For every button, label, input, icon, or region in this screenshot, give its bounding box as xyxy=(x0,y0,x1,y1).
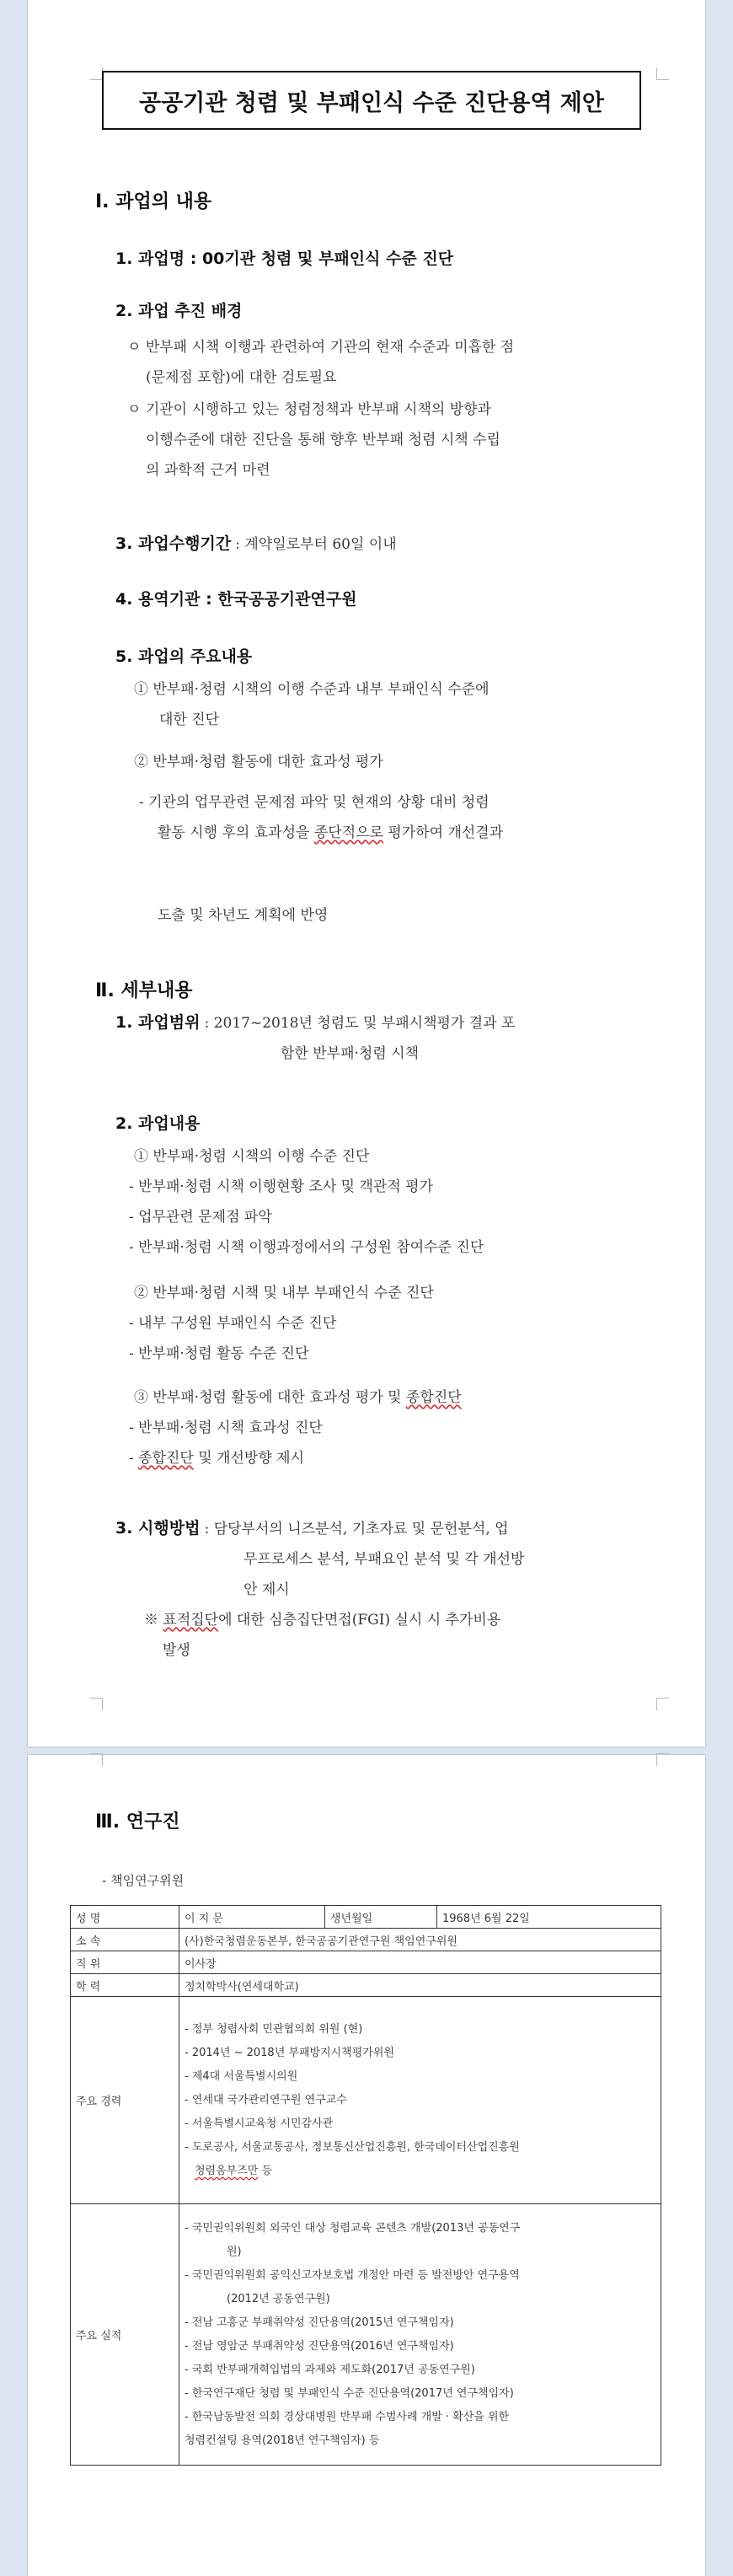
birth-label: 생년월일 xyxy=(325,1906,437,1929)
section-3-heading: Ⅲ. 연구진 xyxy=(95,1811,180,1833)
list-item: - 한국연구재단 청렴 및 부패인식 수준 진단용역(2017년 연구책임자) xyxy=(185,2386,514,2400)
list-item: - 제4대 서울특별시의원 xyxy=(185,2069,298,2083)
content-group-2: ② 반부패·청렴 시책 및 내부 부패인식 수준 진단 - 내부 구성원 부패인식 수준 진단 - 반부패·청렴 활동 수준 진단 xyxy=(129,1285,434,1362)
section-1-heading: Ⅰ. 과업의 내용 xyxy=(95,191,212,212)
researcher-table xyxy=(70,1905,661,2466)
page-corner-mark xyxy=(90,1753,103,1766)
list-item: - 국민권익위원회 외국인 대상 청렴교육 콘텐츠 개발(2013년 공동연구 원) xyxy=(185,2221,521,2258)
degree-value: 정치학박사(연세대학교) xyxy=(179,1974,661,1997)
position-label: 직 위 xyxy=(71,1951,179,1974)
position-value: 이사장 xyxy=(179,1951,661,1974)
list-item: - 전남 영암군 부패취약성 진단용역(2016년 연구책임자) xyxy=(185,2339,454,2353)
researcher-subheading: - 책임연구위원 xyxy=(102,1873,185,1888)
task-name: 1. 과업명 : 00기관 청렴 및 부패인식 수준 진단 xyxy=(115,250,454,268)
document-title: 공공기관 청렴 및 부패인식 수준 진단용역 제안 xyxy=(102,71,641,130)
name-label: 성 명 xyxy=(71,1906,179,1929)
method-continued: 무프로세스 분석, 부패요인 분석 및 각 개선방 안 제시 xyxy=(243,1551,525,1598)
page-corner-mark xyxy=(90,67,103,80)
document-page-1 xyxy=(28,0,705,1747)
method-note: ※ 표적집단에 대한 심층집단면접(FGI) 실시 시 추가비용 발생 xyxy=(144,1612,501,1659)
main-content-heading: 5. 과업의 주요내용 xyxy=(115,647,253,666)
list-item: - 서울특별시교육청 시민감사관 xyxy=(185,2117,334,2130)
list-item: - 연세대 국가관리연구원 연구교수 xyxy=(185,2093,347,2106)
table-row xyxy=(71,1906,661,1929)
affiliation-value: (사)한국청렴운동본부, 한국공공기관연구원 책임연구위원 xyxy=(179,1929,661,1951)
performance-list xyxy=(179,2204,661,2466)
content-point-3-continued: 도출 및 차년도 계획에 반영 xyxy=(158,907,329,924)
table-row xyxy=(71,1951,661,1974)
career-list xyxy=(179,1997,661,2204)
career-label: 주요 경력 xyxy=(71,1997,179,2204)
performance-label: 주요 실적 xyxy=(71,2204,179,2466)
table-row xyxy=(71,1974,661,1997)
list-item: - 정부 청렴사회 민관협의회 위원 (현) xyxy=(185,2022,363,2036)
list-item: - 전남 고흥군 부패취약성 진단용역(2015년 연구책임자) xyxy=(185,2316,454,2329)
page-corner-mark xyxy=(656,67,669,80)
list-item: - 2014년 ~ 2018년 부패방지시책평가위원 xyxy=(185,2046,394,2059)
table-row xyxy=(71,1929,661,1951)
contractor: 4. 용역기관 : 한국공공기관연구원 xyxy=(115,590,357,609)
background-heading: 2. 과업 추진 배경 xyxy=(115,302,243,320)
birth-value: 1968년 6월 22일 xyxy=(437,1906,661,1929)
page-corner-mark xyxy=(656,1753,669,1766)
content-point-2: ② 반부패·청렴 활동에 대한 효과성 평가 xyxy=(134,754,383,770)
task-scope: 1. 과업범위 : 2017~2018년 청렴도 및 부패시책평가 결과 포 xyxy=(115,1013,516,1032)
page-corner-mark xyxy=(90,1698,103,1710)
background-point-2: ㅇ 기관이 시행하고 있는 청렴정책과 반부패 시책의 방향과 이행수준에 대한 진단을 통해 향후 반부패 청렴 시책 수립 의 과학적 근거 마련 xyxy=(127,401,500,479)
table-row xyxy=(71,2204,661,2466)
background-point-1: ㅇ 반부패 시책 이행과 관련하여 기관의 현재 수준과 미흡한 점 (문제점 포함)에 대한 검토필요 xyxy=(127,339,515,386)
method: 3. 시행방법 : 담당부서의 니즈분석, 기초자료 및 문헌분석, 업 xyxy=(115,1519,509,1538)
document-page-2 xyxy=(28,1755,705,2576)
table-row xyxy=(71,1997,661,2204)
degree-label: 학 력 xyxy=(71,1974,179,1997)
task-period: 3. 과업수행기간 : 계약일로부터 60일 이내 xyxy=(115,534,397,553)
list-item: - 국회 반부패개혁입법의 과제와 제도화(2017년 공동연구원) xyxy=(185,2363,475,2376)
task-content-heading: 2. 과업내용 xyxy=(115,1114,201,1133)
content-point-3: - 기관의 업무관련 문제점 파악 및 현재의 상황 대비 청렴 활동 시행 후의 효과성을 종단적으로 평가하여 개선결과 xyxy=(139,794,504,841)
content-group-1: ① 반부패·청렴 시책의 이행 수준 진단 - 반부패·청렴 시책 이행현황 조사 및 객관적 평가 - 업무관련 문제점 파악 - 반부패·청렴 시책 이행과정에서의 구성원 참여수준 진단 xyxy=(129,1148,484,1256)
section-2-heading: Ⅱ. 세부내용 xyxy=(95,980,193,1001)
content-point-1: ① 반부패·청렴 시책의 이행 수준과 내부 부패인식 수준에 대한 진단 xyxy=(134,681,490,728)
list-item: - 도로공사, 서울교통공사, 정보통신산업진흥원, 한국데이터산업진흥원 청렴옴부즈만 등 xyxy=(185,2140,520,2177)
list-item: - 한국남동발전 의회 경상대병원 반부패 수범사례 개발 · 확산을 위한 청렴컨설팅 용역(2018년 연구책임자) 등 xyxy=(185,2410,510,2447)
affiliation-label: 소 속 xyxy=(71,1929,179,1951)
name-value: 이 지 문 xyxy=(179,1906,325,1929)
page-corner-mark xyxy=(656,1698,669,1710)
task-scope-continued: 함한 반부패·청렴 시책 xyxy=(281,1045,420,1062)
content-group-3: ③ 반부패·청렴 활동에 대한 효과성 평가 및 종합진단 - 반부패·청렴 시책 효과성 진단 - 종합진단 및 개선방향 제시 xyxy=(129,1389,462,1467)
list-item: - 국민권익위원회 공익신고자보호법 개정안 마련 등 발전방안 연구용역 (2012년 공동연구원) xyxy=(185,2268,520,2305)
